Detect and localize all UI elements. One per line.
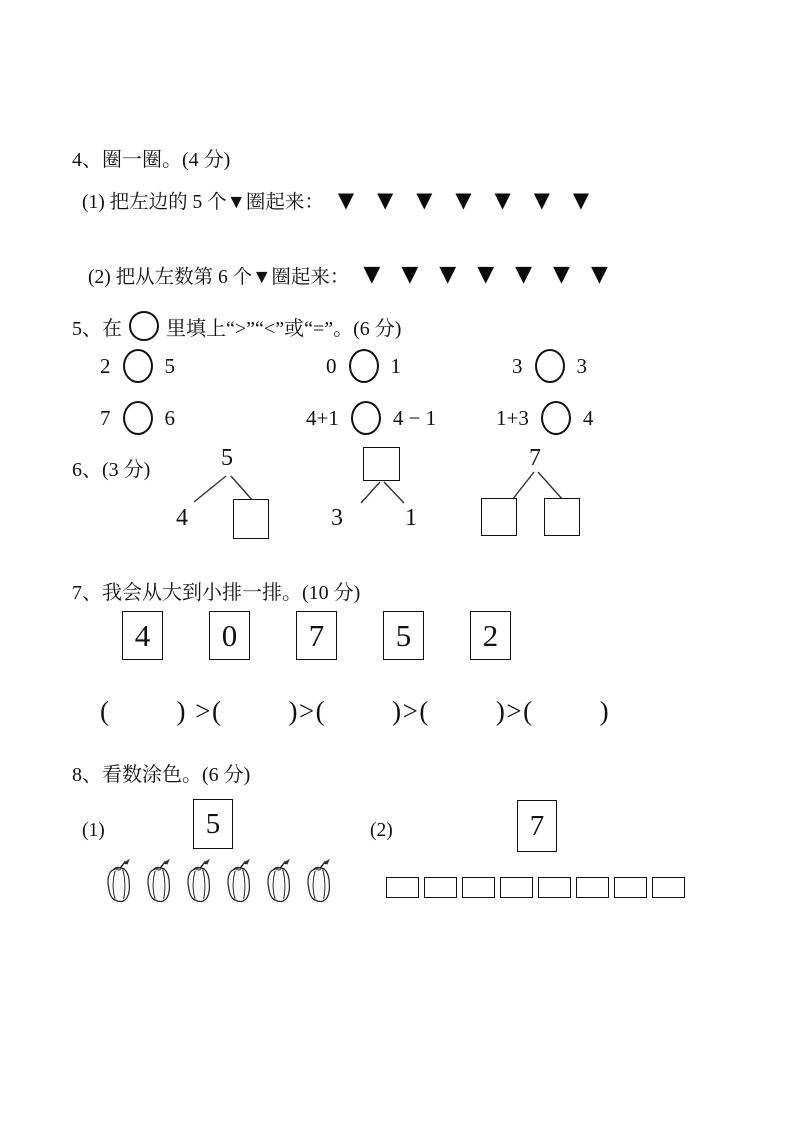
color-box-blank[interactable] [614, 877, 647, 898]
number-card [296, 611, 337, 660]
comparison-item [326, 349, 401, 383]
number-card [209, 611, 250, 660]
answer-circle-blank[interactable] [123, 401, 153, 435]
comparison-right-value: 5 [164, 353, 175, 378]
tree3-left-answer-box-blank[interactable] [481, 498, 517, 536]
comparison-right-value: 6 [164, 405, 175, 430]
triangle-down-icon[interactable]: ▼ [494, 187, 511, 212]
triangle-down-icon[interactable]: ▼ [337, 187, 355, 212]
comparison-right-value: 4 − 1 [392, 405, 437, 430]
triangle-down-icon[interactable]: ▼ [477, 262, 495, 287]
q4-title: 4、圈一圈。(4 分) [72, 149, 231, 171]
comparison-left-value: 2 [100, 353, 111, 378]
q4-item1-label: (1) 把左边的 5 个▼圈起来： [82, 192, 324, 213]
triangle-down-icon[interactable]: ▼ [515, 262, 533, 287]
answer-circle-blank[interactable] [349, 349, 379, 383]
triangle-down-icon[interactable]: ▼ [363, 262, 381, 287]
triangle-down-icon[interactable]: ▼ [439, 262, 457, 287]
tree1-answer-box-blank[interactable] [233, 499, 269, 539]
triangle-down-icon[interactable]: ▼ [401, 262, 419, 287]
q7-number-cards [122, 611, 511, 660]
number-card-value: 5 [395, 617, 412, 653]
tree1-top-number: 5 [221, 445, 233, 471]
tree1-left-leaf-number: 4 [176, 505, 188, 531]
q5-title-suffix: 里填上“>”“<”或“=”。(6 分) [166, 317, 402, 340]
q4-item1-triangle-row [337, 187, 590, 212]
pepper-icon[interactable] [304, 856, 332, 904]
number-card [122, 611, 163, 660]
comparison-item [512, 349, 587, 383]
tree2-answer-box-blank[interactable] [363, 447, 400, 481]
q5-comparison-row-2 [0, 401, 793, 443]
q8-color-box-row [386, 877, 685, 898]
comparison-right-value: 4 [582, 405, 594, 430]
q8-item1-label: (1) [82, 820, 105, 841]
color-box-blank[interactable] [424, 877, 457, 898]
answer-circle-blank[interactable] [535, 349, 565, 383]
q4-item2-triangle-row [363, 264, 607, 286]
q5-comparison-row-1 [0, 349, 793, 391]
triangle-down-icon[interactable]: ▼ [572, 187, 590, 212]
pepper-icon[interactable] [264, 856, 292, 904]
answer-circle-blank[interactable] [123, 349, 153, 383]
number-card [470, 611, 511, 660]
color-box-blank[interactable] [538, 877, 571, 898]
tree3-right-answer-box-blank[interactable] [544, 498, 580, 536]
triangle-down-icon[interactable]: ▼ [553, 262, 570, 287]
triangle-down-icon[interactable]: ▼ [377, 187, 394, 212]
tree2-left-leaf-number: 3 [331, 505, 343, 531]
comparison-left-value: 1+3 [496, 405, 529, 430]
comparison-left-value: 7 [100, 405, 111, 430]
q8-item1-number-box [193, 799, 233, 849]
comparison-right-value: 1 [390, 353, 401, 378]
color-box-blank[interactable] [462, 877, 495, 898]
answer-circle-blank[interactable] [541, 401, 571, 435]
number-card [383, 611, 424, 660]
q8-item2-label: (2) [370, 820, 393, 841]
number-card-value: 4 [134, 617, 151, 653]
triangle-down-icon[interactable]: ▼ [533, 187, 550, 212]
q4-item1-row [82, 186, 589, 214]
q8-pepper-row [104, 856, 332, 904]
comparison-left-value: 3 [512, 353, 523, 378]
q6-title: 6、(3 分) [72, 459, 151, 481]
color-box-blank[interactable] [652, 877, 685, 898]
comparison-item [100, 349, 175, 383]
color-box-blank[interactable] [386, 877, 419, 898]
q5-title-prefix: 5、在 [72, 317, 122, 340]
q8-title: 8、看数涂色。(6 分) [72, 764, 251, 786]
comparison-item [100, 401, 175, 435]
q5-title [72, 311, 401, 341]
comparison-left-value: 4+1 [306, 405, 339, 430]
q4-item2-label: (2) 把从左数第 6 个▼圈起来： [88, 267, 350, 288]
pepper-icon[interactable] [104, 856, 132, 904]
q7-title: 7、我会从大到小排一排。(10 分) [72, 582, 361, 604]
number-card-value: 2 [482, 617, 499, 653]
comparison-item [496, 401, 593, 435]
circle-blank-icon [129, 311, 159, 341]
triangle-down-icon[interactable]: ▼ [455, 187, 472, 212]
pepper-icon[interactable] [184, 856, 212, 904]
color-box-blank[interactable] [576, 877, 609, 898]
number-card-value: 7 [308, 617, 325, 653]
triangle-down-icon[interactable]: ▼ [416, 187, 433, 212]
tree2-right-leaf-number: 1 [405, 505, 417, 531]
q8-item1-number: 5 [205, 807, 221, 840]
comparison-right-value: 3 [576, 353, 587, 378]
q4-item2-row [88, 261, 608, 289]
q8-item2-number-box [517, 800, 557, 852]
color-box-blank[interactable] [500, 877, 533, 898]
q8-item2-number: 7 [529, 809, 545, 842]
pepper-icon[interactable] [224, 856, 252, 904]
triangle-down-icon[interactable]: ▼ [590, 262, 608, 287]
pepper-icon[interactable] [144, 856, 172, 904]
q7-answer-slots[interactable]: ( ) >( )>( )>( )>( ) [100, 696, 611, 726]
comparison-left-value: 0 [326, 353, 337, 378]
comparison-item [306, 401, 436, 435]
answer-circle-blank[interactable] [351, 401, 381, 435]
tree3-top-number: 7 [529, 445, 541, 471]
number-card-value: 0 [221, 617, 238, 653]
